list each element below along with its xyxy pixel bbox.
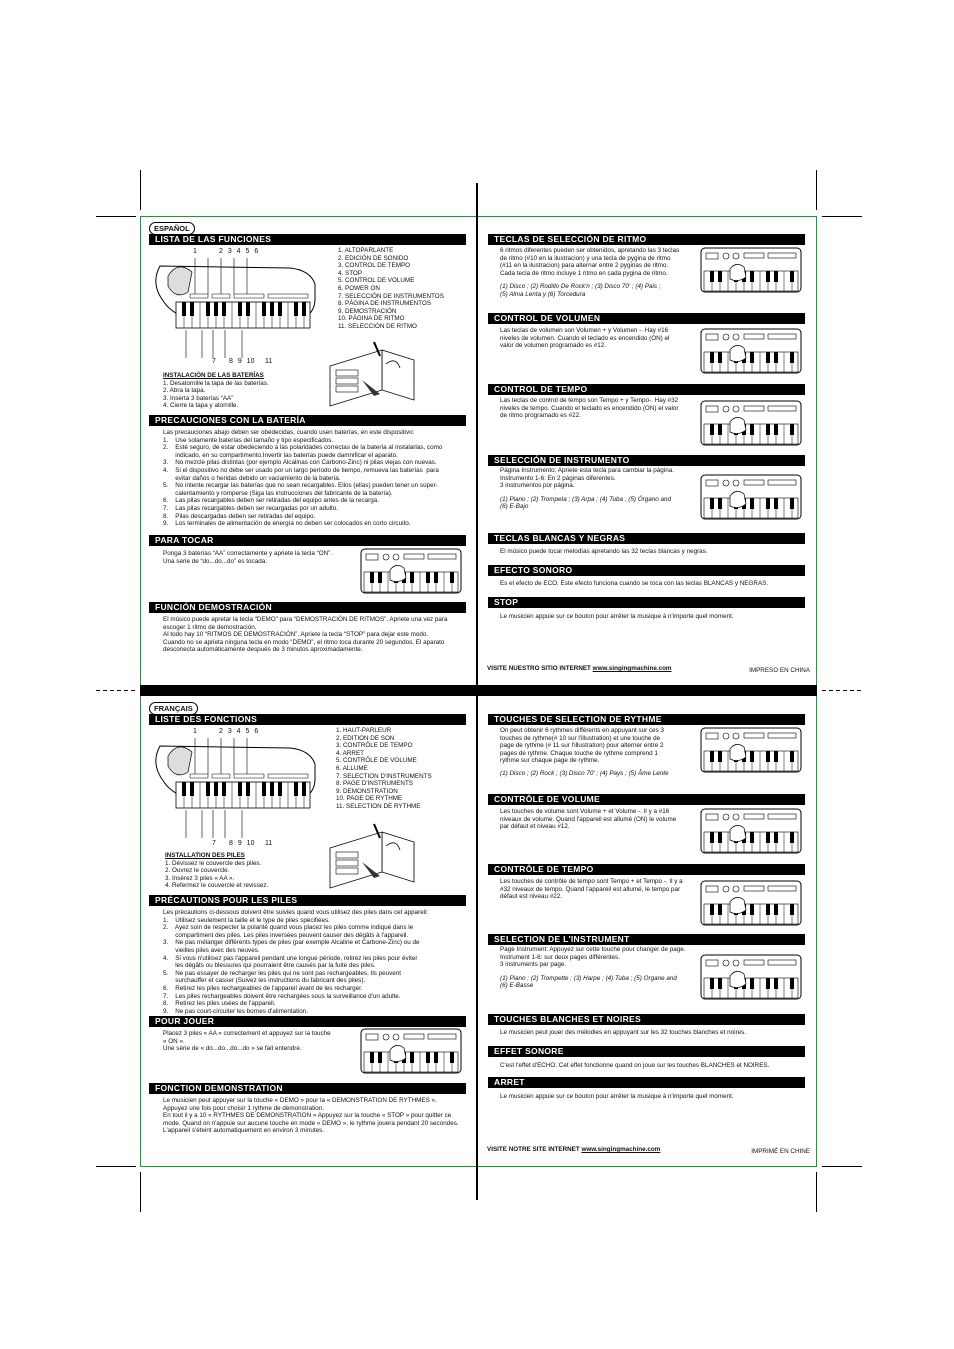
text-line: En tout il y a 10 « RYTHMES DE DEMONSTRATION » Appuyez sur la touche « STOP » pour quitter ce	[163, 1112, 452, 1120]
list-item: 9. Ne pas court-circuiter les bornes d'alimentation.	[163, 1007, 309, 1015]
text-line: Cuando no se aprieta ninguna tecla en modo “DEMO”, el ritmo toca durante 20 segundos. El aparato	[163, 638, 445, 646]
section-header-stop: ARRET	[488, 1077, 805, 1088]
text-line: Instrument 1-6: sur deux pages différentes.	[500, 953, 620, 961]
text-line: Ponga 3 baterías “AA” correctamente y apriete la tecla “ON”.	[163, 550, 333, 557]
section-header-battery-precautions: PRÉCAUTIONS POUR LES PILES	[149, 895, 466, 906]
section-header-rhythm-keys: TOUCHES DE SELECTION DE RYTHME	[488, 714, 805, 725]
list-item: 7. Las pilas recargables deben ser recargadas por un adulto.	[163, 504, 339, 512]
center-fold-line-bottom	[476, 696, 478, 1200]
text-line: défaut est niveau #22.	[500, 893, 562, 901]
crop-mark	[96, 690, 136, 691]
text-line: El músico puede apretar la tecla “DEMO” para “DEMOSTRACIÓN DE RITMOS”. Apriete una vez para	[163, 616, 448, 623]
section-header-volume: CONTRÔLE DE VOLUME	[488, 794, 805, 805]
section-header-tempo: CONTROL DE TEMPO	[488, 384, 805, 395]
text-line: Las teclas de control de tempo son Tempo + y Tempo-. Hay #32	[500, 397, 679, 404]
list-item: 7. Les piles rechargeables doivent être rechargées sous la surveillance d'un adulte.	[163, 992, 401, 1000]
text-line: rythme sur chaque page de rythme.	[500, 757, 600, 765]
text-line: Página Instrumento: Apriete esta tecla para cambiar la página.	[500, 467, 674, 474]
list-item: 6. Las pilas recargables deben ser retiradas del equipo antes de la recarga.	[163, 497, 379, 505]
list-item: indicado, en su compartimento.Invertir las baterías puede damnificar el aparato.	[163, 451, 398, 459]
text-line: mode. Quand on n'appuie sur aucune touche en mode « DEMO », le rythme jouera pendant 20 secondes.	[163, 1119, 459, 1127]
diagram-numbers: 2 3 4 5 6	[219, 248, 259, 255]
keyboard-illustration	[360, 1028, 464, 1076]
diagram-numbers: 8 9 10	[229, 358, 255, 365]
keyboard-illustration	[700, 247, 804, 295]
text-line: 3 instrumentos por página.	[500, 482, 575, 490]
list-item: 3. Insérez 3 piles « AA ».	[165, 874, 235, 882]
printed-in: IMPRIMÉ EN CHINE	[751, 1148, 810, 1155]
battery-compartment-illustration	[322, 822, 422, 894]
list-item: surchauffer et casser (Suivez les instructions du fabricant des piles).	[163, 977, 366, 985]
list-item: 4. Si el dispositivo no debe ser usado por un largo período de tiempo, remueva las baterías para	[163, 466, 439, 474]
list-item: 3. Inserta 3 baterías “AA”	[163, 394, 234, 402]
crop-mark	[822, 216, 862, 217]
keyboard-illustration	[700, 954, 804, 1002]
crop-mark	[96, 216, 136, 217]
text-line: (#11 en la ilustracion) para alternar entre 2 pyginas de ritmo.	[500, 262, 669, 270]
text-line: par défaut et niveau #12.	[500, 823, 570, 831]
section-header-sound-effect: EFECTO SONORO	[488, 565, 805, 576]
crop-mark	[816, 170, 817, 210]
list-item: 5. CONTRÔLE DE VOLUME	[336, 757, 417, 765]
list-item: 2. Ayez soin de respecter la polarité quand vous placez les piles comme indiqué dans le	[163, 924, 414, 932]
battery-install	[165, 852, 335, 890]
volume-text	[500, 808, 690, 831]
list-item: compartiment des piles. Les piles inversées peuvent causer des dégâts à l'appareil.	[163, 931, 409, 939]
instrument-text	[500, 467, 680, 511]
list-item: 7. SELECTION D'INSTRUMENTS	[336, 772, 432, 780]
footer-visit	[487, 1146, 737, 1154]
keyboard-illustration	[700, 328, 804, 376]
text-line: desconecta automáticamente después de 3 minutos aproximadamente.	[163, 646, 363, 654]
function-list	[336, 727, 468, 811]
fold-bar	[140, 685, 817, 696]
list-item: 6. POWER ON	[338, 284, 380, 292]
tempo-text	[500, 878, 690, 901]
section-header-play: PARA TOCAR	[149, 535, 466, 546]
section-header-volume: CONTROL DE VOLUMEN	[488, 313, 805, 324]
section-header-instrument: SELECTION DE L'INSTRUMENT	[488, 934, 805, 945]
list-item: 4. ARRET	[336, 749, 364, 757]
list-item: 9. DEMONSTRATION	[336, 787, 398, 795]
list-item: 4. STOP	[338, 269, 363, 277]
stop-text: Le musicien appuie sur ce bouton pour arrêter la musique à n'importe quel moment.	[500, 1093, 734, 1100]
battery-install-title: INSTALLATION DES PILES	[165, 852, 245, 859]
diagram-number: 11	[265, 358, 273, 365]
list-item: 11. SELECCIÓN DE RITMO	[338, 322, 417, 330]
keyboard-illustration	[700, 474, 804, 522]
crop-mark	[816, 1172, 817, 1212]
keyboard-illustration	[700, 880, 804, 928]
text-line: niveles de tempo. Cuando el teclado es encendido (ON) el valor	[500, 404, 679, 412]
rhythm-keys-text	[500, 247, 680, 299]
text-line: (5) Alma Lenta y (6) Torcedura	[500, 290, 586, 298]
white-black-keys-text: El músico puede tocar melodías apretando las 32 teclas blancas y negras.	[500, 548, 708, 555]
list-item: 5. No intente recargar las baterías que no sean recargables. Ellos (ellas) pueden tener un súper-	[163, 482, 438, 490]
keyboard-illustration	[700, 727, 804, 775]
footer-visit-label: VISITE NOTRE SITE INTERNET	[487, 1146, 580, 1153]
list-item: vieilles piles avec des neuves.	[163, 946, 260, 954]
list-item: 5. Ne pas essayer de recharger les piles qui ne sont pas rechargeables. Ils peuvent	[163, 969, 402, 977]
instrument-text	[500, 946, 690, 990]
text-line: 6 ritmos diferentes pueden ser obtenidos, apretando las 3 teclas	[500, 247, 680, 254]
list-item: 1. ALTOPARLANTE	[338, 247, 394, 254]
list-item: les dégâts ou blessures qui pourraient être causés par la fuite des piles.	[163, 962, 376, 970]
section-header-instrument: SELECCIÓN DE INSTRUMENTO	[488, 455, 805, 466]
text-line: 3 instruments par page.	[500, 961, 567, 969]
list-item: 7. SELECCIÓN DE INSTRUMENTOS	[338, 292, 444, 300]
list-item: evitar daños o heridas debido un vaciamiento de la batería.	[163, 474, 341, 482]
text-line: pages de rythme. Chaque touche de rythme comprend 1	[500, 749, 658, 757]
list-item: 4. Cierre la tapa y atornille.	[163, 402, 239, 410]
text-line: « ON ».	[163, 1037, 185, 1045]
list-item: 2. EDITION DE SON	[336, 734, 395, 742]
diagram-numbers: 2 3 4 5 6	[219, 728, 259, 735]
keyboard-diagram	[150, 254, 320, 364]
function-list	[338, 247, 468, 331]
text-line: (6) E-Bajo	[500, 503, 529, 511]
play-text	[163, 550, 363, 565]
text-line: Al todo hay 10 “RITMOS DE DEMOSTRACIÓN”. Apriete la tecla “STOP” para dejar este modo.	[163, 631, 429, 639]
crop-mark	[140, 170, 141, 210]
list-item: 6. Retirez les piles rechargeables de l'appareil avant de les recharger.	[163, 984, 363, 992]
text-line: Una serie de “do...do...do” es tocada.	[163, 557, 267, 565]
text-line: Une série de « do...do...do...do » se fait entendre.	[163, 1045, 302, 1053]
crop-mark	[822, 1166, 862, 1167]
list-item: 9. DEMOSTRACIÓN	[338, 307, 397, 315]
list-item: 10. PÁGINA DE RITMO	[338, 315, 405, 323]
text-line: (6) E-Basse	[500, 982, 534, 990]
text-line: (1) Disco ; (2) Rodillo De Rock'n ; (3) Disco 70' ; (4) Pais ;	[500, 283, 661, 291]
battery-precautions	[163, 429, 468, 528]
list-item: 4. Refermez le couvercle et revissez.	[165, 882, 269, 890]
list-item: 8. Pilas descargadas deben ser retiradas del equipo.	[163, 512, 316, 520]
diagram-number: 11	[265, 840, 273, 847]
list-item: 3. CONTROL DE TEMPO	[338, 262, 411, 270]
play-text	[163, 1030, 343, 1053]
text-line: page de rythme (# 11 sur l'illustration) pour alterner entre 2	[500, 742, 664, 750]
white-black-keys-text: Le musicien peut jouer des mélodies en appuyant sur les 32 touches blanches et noires.	[500, 1029, 747, 1036]
section-header-play: POUR JOUER	[149, 1016, 466, 1027]
list-item: 8. PAGE D'INSTRUMENTS	[336, 780, 414, 788]
center-fold-line-top	[476, 183, 478, 686]
diagram-number: 7	[212, 358, 216, 365]
list-item: 11. SELECTION DE RYTHME	[336, 802, 421, 810]
crop-mark	[96, 1166, 136, 1167]
keyboard-illustration	[700, 400, 804, 448]
section-header-function-list: LISTE DES FONCTIONS	[149, 714, 466, 725]
list-item: 8. PÁGINA DE INSTRUMENTOS	[338, 300, 431, 308]
battery-install-title: INSTALACIÓN DE LAS BATERÍAS	[163, 372, 264, 379]
list-item: 3. Ne pas mélanger différents types de piles (par exemple Alcaline et Carbone-Zinc) ou de	[163, 939, 420, 947]
section-header-tempo: CONTRÔLE DE TEMPO	[488, 864, 805, 875]
list-item: 1. Desatornille la tapa de las baterías.	[163, 379, 269, 387]
text-line: valor de volumen programado es #12.	[500, 342, 607, 350]
text-line: Page Instrument: Appuyez sur cette touche pour changer de page.	[500, 946, 686, 953]
list-item: 1. Dévissez le couvercle des piles.	[165, 859, 262, 867]
list-item: 10. PAGE DE RYTHME	[336, 795, 403, 803]
diagram-number: 7	[212, 840, 216, 847]
footer-visit-label: VISITE NUESTRO SITIO INTERNET	[487, 665, 591, 672]
list-item: 9. Los terminales de alimentación de energía no deben ser colocados en corto circuito.	[163, 520, 411, 528]
sound-effect-text: Es el efecto de ECO. Este efecto funciona cuando se toca con las teclas BLANCAS y NEGRAS.	[500, 580, 769, 587]
diagram-number: 1	[193, 248, 197, 255]
text-line: (1) Piano ; (2) Trompeta ; (3) Arpa ; (4) Tuba ; (5) Órgano and	[500, 495, 672, 503]
list-item: 2. EDICIÓN DE SONIDO	[338, 254, 409, 262]
text-line: niveaux de volume. Quand l'appareil est allumé (ON) le volume	[500, 815, 677, 823]
language-label: ESPAÑOL	[149, 222, 195, 235]
sound-effect-text: C'est l'effet d'ECHO. Cet effet fonctionne quand on joue sur les touches BLANCHES et NOIRES.	[500, 1062, 770, 1069]
text-line: On peut obtenir 6 rythmes différents en appuyant sur ces 3	[500, 727, 665, 734]
list-item: 2. Esté seguro, de estar obedeciendo a las polaridades correctas de la batería al instalarlas, como	[163, 444, 443, 452]
website-link[interactable]: www.singingmachine.com	[581, 1146, 661, 1153]
text-line: Les touches de volume sont Volume + et Volume -. Il y a #16	[500, 808, 670, 815]
text-line: escoger 1 ritmo de demostración.	[163, 623, 257, 631]
list-item: 6. ALLUME	[336, 764, 368, 772]
precautions-intro: Les précautions ci-dessous doivent être suivies quand vous utilisez des piles dans cet appareil:	[163, 909, 429, 916]
diagram-number: 1	[193, 728, 197, 735]
language-label: FRANÇAIS	[149, 702, 198, 715]
crop-mark	[140, 1172, 141, 1212]
section-header-stop: STOP	[488, 597, 805, 608]
list-item: calentamiento y romperse (Siga las instrucciones del fabricante de la batería).	[163, 489, 393, 497]
section-header-demo: FONCTION DEMONSTRATION	[149, 1083, 466, 1094]
section-header-function-list: LISTA DE LAS FUNCIONES	[149, 234, 466, 245]
text-line: Cada tecla de ritmo incluye 1 ritmo en cada pygina de ritmo.	[500, 269, 668, 277]
keyboard-illustration	[700, 808, 804, 856]
list-item: 3. CONTRÔLE DE TEMPO	[336, 742, 413, 750]
battery-precautions	[163, 909, 468, 1015]
text-line: de ritmo programado es #22.	[500, 412, 581, 420]
section-header-white-black-keys: TOUCHES BLANCHES ET NOIRES	[488, 1014, 805, 1025]
text-line: (1) Piano ; (2) Trompette ; (3) Harpe ; (4) Tuba ; (5) Organe and	[500, 974, 677, 982]
list-item: 5. CONTROL DE VOLUME	[338, 277, 415, 285]
text-line: touches de rythme(# 10 sur l'illustration) et une touche de	[500, 734, 661, 742]
section-header-rhythm-keys: TECLAS DE SELECCIÓN DE RITMO	[488, 234, 805, 245]
text-line: L'appareil s'éteint automatiquement en environ 3 minutes.	[163, 1127, 324, 1135]
list-item: 8. Retirez les piles usées de l'appareil.	[163, 1000, 276, 1008]
text-line: Las teclas de volumen son Volumen + y Volumen -. Hay #16	[500, 327, 669, 334]
volume-text	[500, 327, 680, 350]
list-item: 3. No mezcle pilas distintas (por ejemplo Alcalinas con Carbono-Zinc) ni pilas viejas con nuevas.	[163, 459, 437, 467]
section-header-white-black-keys: TECLAS BLANCAS Y NEGRAS	[488, 533, 805, 544]
battery-compartment-illustration	[322, 340, 422, 412]
text-line: niveles de volumen. Cuando el teclado es encendido (ON) el	[500, 334, 670, 342]
battery-install	[163, 372, 333, 410]
keyboard-diagram	[150, 734, 320, 844]
list-item: 2. Abra la tapa.	[163, 387, 206, 395]
text-line: (1) Disco ; (2) Rock ; (3) Disco 70' ; (4) Pays ; (5) Âme Lente	[500, 769, 669, 777]
text-line: Placez 3 piles « AA » correctement et appuyez sur la touche	[163, 1030, 331, 1037]
crop-mark	[822, 690, 862, 691]
text-line: de ritmo (#10 en la ilustracion) y una tecla de pygina de ritmo	[500, 254, 671, 262]
text-line: Le musicien peut appuyer sur la touche « DEMO » pour la « DEMONSTRATION DE RYTHMES ».	[163, 1097, 437, 1104]
list-item: 1. Utilisez seulement la taille et le type de piles spécifiées.	[163, 916, 330, 924]
printed-in: IMPRESO EN CHINA	[749, 667, 810, 674]
list-item: 1. HAUT-PARLEUR	[336, 727, 392, 734]
diagram-numbers: 8 9 10	[229, 840, 255, 847]
tempo-text	[500, 397, 690, 420]
rhythm-keys-text	[500, 727, 690, 778]
footer-visit	[487, 665, 737, 673]
section-header-battery-precautions: PRECAUCIONES CON LA BATERÍA	[149, 415, 466, 426]
keyboard-illustration	[360, 548, 464, 596]
text-line: #32 niveaux de tempo. Quand l'appareil est allumé, le tempo par	[500, 885, 681, 893]
demo-text	[163, 616, 468, 654]
demo-text	[163, 1097, 468, 1135]
text-line: Instrumento 1-6: En 2 páginas diferentes.	[500, 474, 616, 482]
precautions-intro: Las precauciones abajo deben ser obedecidas, cuando usen baterías, en este dispositivo:	[163, 429, 415, 436]
stop-text: Le musicien appuie sur ce bouton pour arrêter la musique à n'importe quel moment.	[500, 613, 734, 620]
section-header-demo: FUNCIÓN DEMOSTRACIÓN	[149, 602, 466, 613]
text-line: Appuyez une fois pour choisir 1 rythme de démonstration.	[163, 1104, 325, 1112]
list-item: 2. Ouvrez le couvercle.	[165, 867, 230, 875]
list-item: 1. Use solamente baterías del tamaño y tipo especificados.	[163, 436, 334, 444]
website-link[interactable]: www.singingmachine.com	[592, 665, 672, 672]
text-line: Les touches de contrôle de tempo sont Tempo + et Tempo -. Il y a	[500, 878, 683, 885]
section-header-sound-effect: EFFET SONORE	[488, 1046, 805, 1057]
list-item: 4. Si vous n'utilisez pas l'appareil pendant une longue période, retirez les piles pour éviter	[163, 954, 418, 962]
